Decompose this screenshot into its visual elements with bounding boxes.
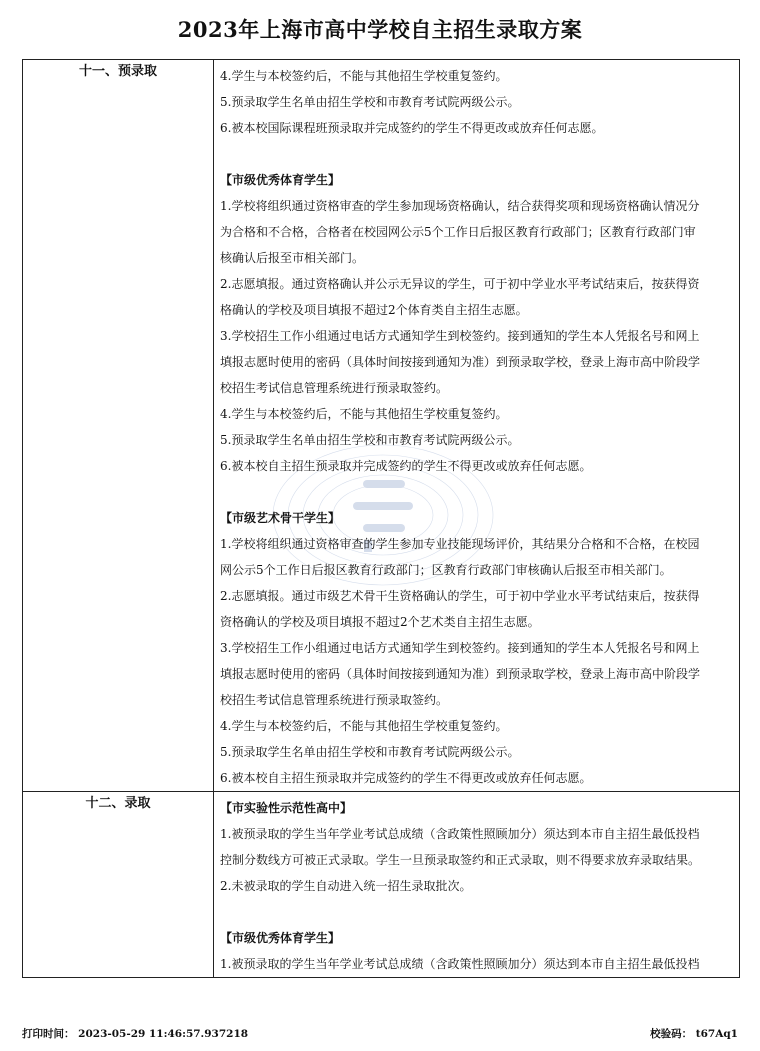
- content-line: 1.学校将组织通过资格审查的学生参加专业技能现场评价，其结果分合格和不合格，在校园: [220, 537, 700, 551]
- section-label: 十二、录取: [85, 796, 151, 811]
- subsection-heading: 【市级优秀体育学生】: [220, 173, 341, 187]
- content-line: 2.未被录取的学生自动进入统一招生录取批次。: [220, 879, 472, 893]
- content-line: 5.预录取学生名单由招生学校和市教育考试院两级公示。: [220, 95, 520, 109]
- content-line: 1.被预录取的学生当年学业考试总成绩（含政策性照顾加分）须达到本市自主招生最低投档: [220, 957, 700, 971]
- subsection-heading: 【市实验性示范性高中】: [220, 801, 353, 815]
- content-line: 1.被预录取的学生当年学业考试总成绩（含政策性照顾加分）须达到本市自主招生最低投档: [220, 827, 700, 841]
- content-line: 1.学校将组织通过资格审查的学生参加现场资格确认，结合获得奖项和现场资格确认情况分: [220, 199, 700, 213]
- section-content-cell: [214, 60, 740, 792]
- content-line: 填报志愿时使用的密码（具体时间按接到通知为准）到预录取学校，登录上海市高中阶段学: [220, 355, 701, 369]
- content-line: 4.学生与本校签约后，不能与其他招生学校重复签约。: [220, 407, 508, 421]
- section-label-cell: [23, 60, 214, 792]
- content-line: 资格确认的学校及项目填报不超过2个艺术类自主招生志愿。: [220, 615, 540, 629]
- print-time-footer: [22, 1026, 248, 1041]
- content-line: 填报志愿时使用的密码（具体时间按接到通知为准）到预录取学校，登录上海市高中阶段学: [220, 667, 701, 681]
- section-label-cell: [23, 792, 214, 978]
- table-row: [23, 60, 740, 792]
- check-code-footer: [650, 1026, 738, 1041]
- check-code-value: t67Aq1: [695, 1028, 738, 1040]
- content-line: [220, 479, 733, 505]
- check-code-label: 校验码：: [650, 1028, 693, 1040]
- print-time-value: 2023-05-29 11:46:57.937218: [78, 1028, 249, 1040]
- subsection-heading: 【市级优秀体育学生】: [220, 931, 341, 945]
- admission-table: [22, 59, 740, 978]
- subsection-heading: 【市级艺术骨干学生】: [220, 511, 341, 525]
- content-line: 格确认的学校及项目填报不超过2个体育类自主招生志愿。: [220, 303, 528, 317]
- page-title: 2023年上海市高中学校自主招生录取方案: [177, 17, 583, 42]
- content-line: 6.被本校自主招生预录取并完成签约的学生不得更改或放弃任何志愿。: [220, 459, 592, 473]
- content-line: 4.学生与本校签约后，不能与其他招生学校重复签约。: [220, 719, 508, 733]
- section-content: [214, 60, 739, 791]
- content-line: 校招生考试信息管理系统进行预录取签约。: [220, 381, 449, 395]
- content-line: 6.被本校国际课程班预录取并完成签约的学生不得更改或放弃任何志愿。: [220, 121, 604, 135]
- content-line: 为合格和不合格，合格者在校园网公示5个工作日后报区教育行政部门；区教育行政部门审: [220, 225, 696, 239]
- content-line: 5.预录取学生名单由招生学校和市教育考试院两级公示。: [220, 433, 520, 447]
- content-line: 5.预录取学生名单由招生学校和市教育考试院两级公示。: [220, 745, 520, 759]
- content-line: 3.学校招生工作小组通过电话方式通知学生到校签约。接到通知的学生本人凭报名号和网上: [220, 329, 700, 343]
- content-line: 核确认后报至市相关部门。: [220, 251, 365, 265]
- section-content: [214, 792, 739, 977]
- content-line: 网公示5个工作日后报区教育行政部门；区教育行政部门审核确认后报至市相关部门。: [220, 563, 672, 577]
- section-label: 十一、预录取: [78, 64, 157, 79]
- content-line: 3.学校招生工作小组通过电话方式通知学生到校签约。接到通知的学生本人凭报名号和网上: [220, 641, 700, 655]
- content-line: [220, 141, 733, 167]
- content-line: [220, 899, 733, 925]
- content-line: 校招生考试信息管理系统进行预录取签约。: [220, 693, 449, 707]
- section-content-cell: [214, 792, 740, 978]
- content-line: 控制分数线方可被正式录取。学生一旦预录取签约和正式录取，则不得要求放弃录取结果。: [220, 853, 701, 867]
- table-row: [23, 792, 740, 978]
- content-line: 2.志愿填报。通过市级艺术骨干生资格确认的学生，可于初中学业水平考试结束后，按获得: [220, 589, 700, 603]
- content-line: 6.被本校自主招生预录取并完成签约的学生不得更改或放弃任何志愿。: [220, 771, 592, 785]
- content-line: 2.志愿填报。通过资格确认并公示无异议的学生，可于初中学业水平考试结束后，按获得资: [220, 277, 700, 291]
- print-time-label: 打印时间：: [22, 1028, 75, 1040]
- content-line: 4.学生与本校签约后，不能与其他招生学校重复签约。: [220, 69, 508, 83]
